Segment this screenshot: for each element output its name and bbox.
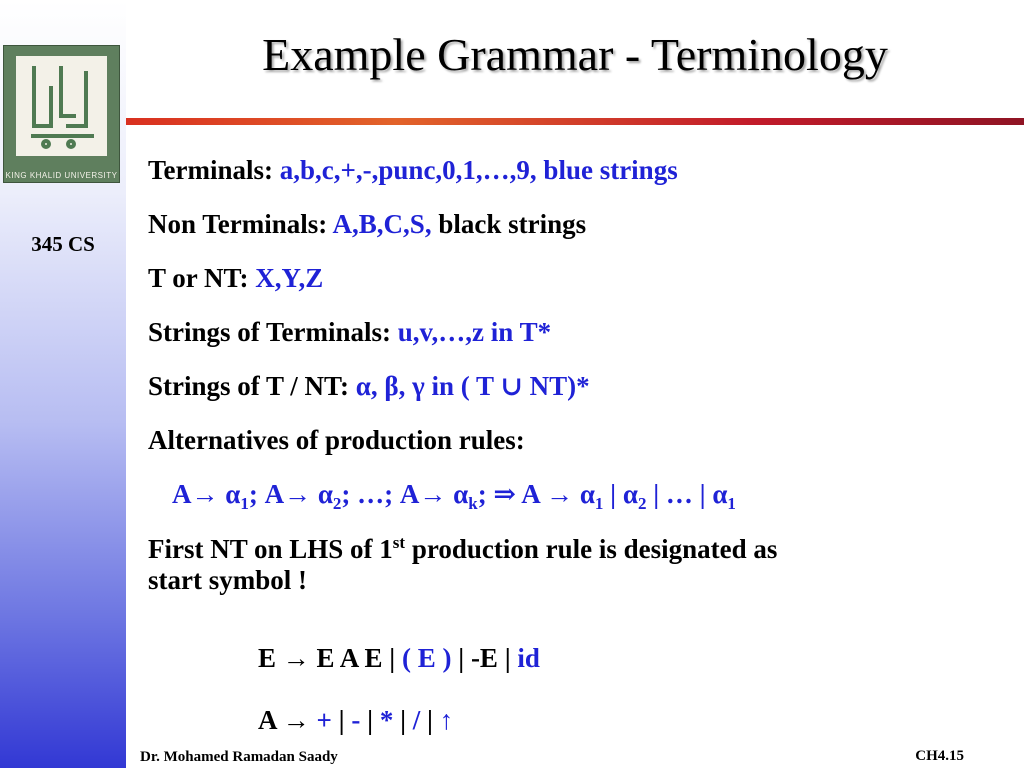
alt-sub-6: 1 xyxy=(727,494,736,513)
university-logo xyxy=(3,45,120,183)
alt-alpha-4: α xyxy=(579,479,595,509)
nonterminals-value: A,B,C,S, xyxy=(332,209,432,239)
rule-a-star: * xyxy=(379,705,394,735)
rule-a-bar-1: | xyxy=(331,705,352,735)
rule-a-bar-2: | xyxy=(360,705,380,735)
rule-a-uparrow: ↑ xyxy=(439,705,454,735)
strings-terminals-line xyxy=(148,317,551,348)
rule-e-mid: | -E | xyxy=(451,643,518,673)
first-nt-line-2: start symbol ! xyxy=(148,565,307,595)
alt-alpha-3: α xyxy=(453,479,469,509)
strings-t-nt-line xyxy=(148,371,590,402)
terminals-value: a,b,c,+,-,punc,0,1,…,9, blue strings xyxy=(279,155,678,185)
alt-alpha-5: α xyxy=(622,479,638,509)
slide-title: Example Grammar - Terminology xyxy=(262,29,888,80)
alt-part-2: ; A→ xyxy=(248,479,318,509)
alternatives-rule xyxy=(172,479,736,514)
example-rule-e xyxy=(258,643,540,674)
strings-t-nt-value: in ( T ∪ NT)* xyxy=(424,371,590,401)
strings-terminals-value: u,v,…,z in T* xyxy=(397,317,552,347)
sidebar xyxy=(0,0,126,768)
rule-e-paren: ( E ) xyxy=(402,643,452,673)
alt-sub-5: 2 xyxy=(637,494,647,513)
rule-a-lhs: A → xyxy=(258,705,317,735)
alt-sub-4: 1 xyxy=(594,494,604,513)
rule-a-minus: - xyxy=(351,705,361,735)
alt-part-3: ; …; A→ xyxy=(341,479,454,509)
nonterminals-tail: black strings xyxy=(431,209,587,239)
strings-terminals-label: Strings of Terminals: xyxy=(148,317,398,347)
rule-a-bar-4: | xyxy=(420,705,440,735)
rule-a-slash: / xyxy=(412,705,421,735)
logo-caption: KING KHALID UNIVERSITY xyxy=(5,171,118,180)
nonterminals-label: Non Terminals: xyxy=(148,209,333,239)
rule-a-plus: + xyxy=(316,705,332,735)
strings-t-nt-greek: α, β, γ xyxy=(355,371,425,401)
alt-alpha-6: α xyxy=(712,479,728,509)
alt-sub-2: 2 xyxy=(332,494,342,513)
rule-e-lhs: E → E A E | xyxy=(258,643,402,673)
rule-a-bar-3: | xyxy=(393,705,413,735)
strings-t-nt-label: Strings of T / NT: xyxy=(148,371,356,401)
alt-sub-1: 1 xyxy=(240,494,249,513)
alt-alpha-2: α xyxy=(317,479,333,509)
footer-author: Dr. Mohamed Ramadan Saady xyxy=(140,749,338,765)
nonterminals-line xyxy=(148,209,586,240)
t-or-nt-value: X,Y,Z xyxy=(255,263,324,293)
first-nt-sup: st xyxy=(392,533,406,552)
alt-part-5: | xyxy=(603,479,623,509)
terminals-label: Terminals: xyxy=(148,155,280,185)
alt-alpha-1: α xyxy=(225,479,241,509)
t-or-nt-line xyxy=(148,263,323,294)
example-rule-a xyxy=(258,705,453,736)
rule-e-id: id xyxy=(517,643,540,673)
alt-part-4: ; ⇒ A → xyxy=(477,479,580,509)
terminals-line xyxy=(148,155,678,186)
logo-emblem xyxy=(16,56,107,156)
alt-part-6: | … | xyxy=(646,479,713,509)
alt-part-1: A→ xyxy=(172,479,226,509)
title-divider xyxy=(126,118,1024,125)
logo-calligraphy-icon xyxy=(16,56,107,156)
alt-sub-3: k xyxy=(468,494,478,513)
alternatives-line: Alternatives of production rules: xyxy=(148,425,525,455)
footer-page-number: CH4.15 xyxy=(915,748,964,764)
first-nt-text-b: production rule is designated as xyxy=(405,534,778,564)
first-nt-text-a: First NT on LHS of 1 xyxy=(148,534,393,564)
course-code: 345 CS xyxy=(31,232,95,256)
first-nt-line-1 xyxy=(148,533,777,565)
t-or-nt-label: T or NT: xyxy=(148,263,256,293)
